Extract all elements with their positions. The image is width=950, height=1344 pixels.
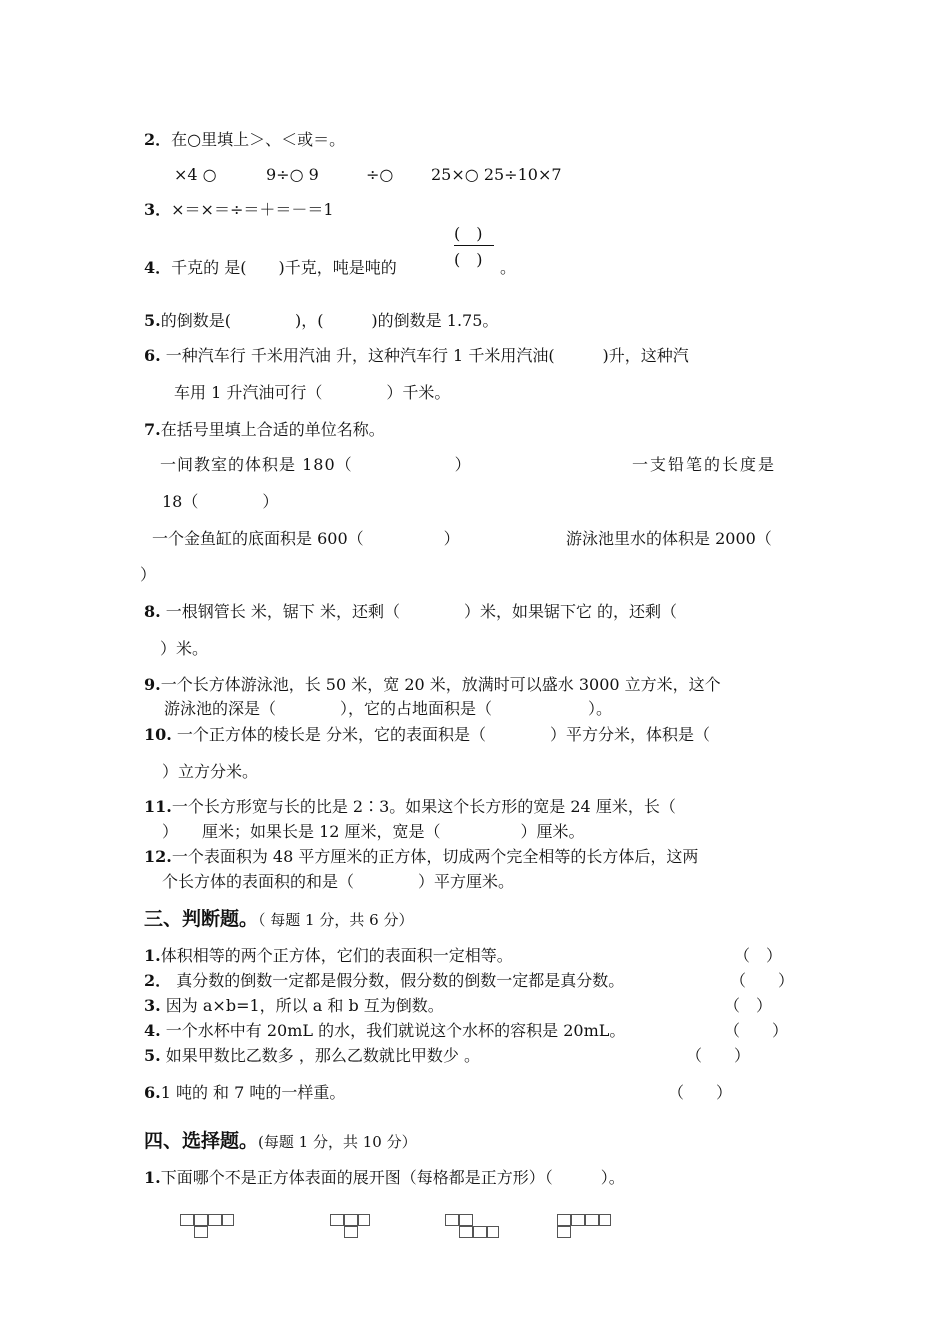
judge-item-4 <box>144 1023 625 1039</box>
judge-answer-4[interactable]: （ ） <box>724 1021 789 1040</box>
cube-net-figure-a <box>180 1214 236 1238</box>
fraction-denominator: ( ) <box>454 250 483 269</box>
question-11-continued: ） 厘米；如果长是 12 厘米，宽是（ ）厘米。 <box>162 822 585 841</box>
question-10 <box>144 727 710 743</box>
item-text: 因为 a×b=1，所以 a 和 b 互为倒数。 <box>160 996 444 1015</box>
judge-answer-2[interactable]: （ ） <box>730 971 795 990</box>
choice-item-1 <box>144 1170 625 1186</box>
item-number: 6. <box>144 1083 161 1102</box>
q7-item-classroom: 一间教室的体积是 180（ ） <box>160 455 472 474</box>
question-9-continued: 游泳池的深是（ ），它的占地面积是（ ）。 <box>164 699 613 718</box>
q2-compare-3: ÷○ <box>366 165 394 184</box>
q7-item-pencil-answer: 18（ ） <box>162 492 279 511</box>
q7-item-pool-close: ） <box>140 565 157 584</box>
question-text: 在括号里填上合适的单位名称。 <box>160 420 385 439</box>
judge-answer-5[interactable]: （ ） <box>686 1046 751 1065</box>
question-number: 6. <box>144 346 161 365</box>
cube-net-figure-c <box>445 1214 501 1238</box>
item-number: 4. <box>144 1021 161 1040</box>
judge-item-5 <box>144 1048 480 1064</box>
question-3 <box>144 202 334 218</box>
q7-item-pencil: 一支铅笔的长度是 <box>632 455 777 474</box>
section-note: (每题 1 分，共 10 分） <box>258 1133 417 1151</box>
item-number: 1. <box>144 946 161 965</box>
judge-item-1 <box>144 948 513 964</box>
item-text: 一个水杯中有 20mL 的水，我们就说这个水杯的容积是 20mL。 <box>160 1021 626 1040</box>
item-text: 体积相等的两个正方体，它们的表面积一定相等。 <box>160 946 513 965</box>
item-text: 下面哪个不是正方体表面的展开图（每格都是正方形）（ ）。 <box>160 1168 625 1187</box>
question-11 <box>144 799 676 815</box>
question-text: 一根钢管长 米，锯下 米，还剩（ ）米，如果锯下它 的，还剩（ <box>160 602 678 621</box>
section-3-heading <box>144 910 413 929</box>
section-4-heading <box>144 1132 417 1151</box>
q4-tail: 。 <box>500 258 517 277</box>
item-number: 5. <box>144 1046 161 1065</box>
question-number: 9. <box>144 675 161 694</box>
question-6-continued: 车用 1 升汽油可行（ ）千米。 <box>174 383 451 402</box>
question-number: 12. <box>144 847 172 866</box>
question-text: 一个表面积为 48 平方厘米的正方体，切成两个完全相等的长方体后，这两 <box>171 847 699 866</box>
judge-item-3 <box>144 998 444 1014</box>
judge-item-6 <box>144 1085 345 1101</box>
judge-item-2 <box>144 973 624 989</box>
question-5 <box>144 313 498 329</box>
question-number: 2． <box>144 130 172 149</box>
item-number: 2． <box>144 971 172 990</box>
question-6 <box>144 348 689 364</box>
question-4 <box>144 260 397 276</box>
question-number: 4． <box>144 258 172 277</box>
question-10-continued: ）立方分米。 <box>162 762 259 781</box>
section-title: 四、选择题。 <box>144 1130 259 1152</box>
judge-answer-1[interactable]: （ ） <box>734 946 783 965</box>
question-number: 10. <box>144 725 172 744</box>
item-number: 1. <box>144 1168 161 1187</box>
question-text: 在○里填上＞、＜或＝。 <box>171 130 346 149</box>
question-number: 3． <box>144 200 172 219</box>
question-text: 千克的 是( )千克，吨是吨的 <box>171 258 397 277</box>
q7-item-pool: 游泳池里水的体积是 2000（ <box>566 529 772 548</box>
judge-answer-3[interactable]: （ ） <box>724 996 773 1015</box>
question-9 <box>144 677 721 693</box>
fraction-bar <box>454 245 494 246</box>
question-number: 8. <box>144 602 161 621</box>
question-text: ×＝×＝÷＝＋＝－＝1 <box>171 200 334 219</box>
question-8-continued: ）米。 <box>160 639 209 658</box>
item-number: 3. <box>144 996 161 1015</box>
q2-compare-2: 9÷○ 9 <box>266 165 319 184</box>
q2-compare-1: ×4 ○ <box>174 165 217 184</box>
section-note: （ 每题 1 分，共 6 分） <box>258 911 414 929</box>
question-text: 一个长方体游泳池，长 50 米，宽 20 米，放满时可以盛水 3000 立方米，这个 <box>160 675 721 694</box>
fraction-numerator: ( ) <box>454 224 483 243</box>
question-text: 一个正方体的棱长是 分米，它的表面积是（ ）平方分米，体积是（ <box>171 725 711 744</box>
question-12 <box>144 849 698 865</box>
cube-net-figure-d <box>557 1214 613 1238</box>
item-text: 真分数的倒数一定都是假分数，假分数的倒数一定都是真分数。 <box>171 971 625 990</box>
item-text: 1 吨的 和 7 吨的一样重。 <box>160 1083 346 1102</box>
question-2 <box>144 132 345 148</box>
question-number: 5. <box>144 311 161 330</box>
q2-compare-4: 25×○ 25÷10×7 <box>431 165 562 184</box>
question-number: 11. <box>144 797 172 816</box>
item-text: 如果甲数比乙数多 ，那么乙数就比甲数少 。 <box>160 1046 480 1065</box>
q7-item-fishtank: 一个金鱼缸的底面积是 600（ ） <box>152 529 460 548</box>
question-12-continued: 个长方体的表面积的和是（ ）平方厘米。 <box>162 872 515 891</box>
question-8 <box>144 604 677 620</box>
judge-answer-6[interactable]: （ ） <box>668 1083 733 1102</box>
question-text: 一种汽车行 千米用汽油 升，这种汽车行 1 千米用汽油( )升，这种汽 <box>160 346 689 365</box>
question-text: 的倒数是( )，( )的倒数是 1.75。 <box>160 311 499 330</box>
question-7 <box>144 422 385 438</box>
question-number: 7. <box>144 420 161 439</box>
section-title: 三、判断题。 <box>144 908 259 930</box>
question-text: 一个长方形宽与长的比是 2∶3。如果这个长方形的宽是 24 厘米，长（ <box>171 797 676 816</box>
cube-net-figure-b <box>330 1214 374 1238</box>
